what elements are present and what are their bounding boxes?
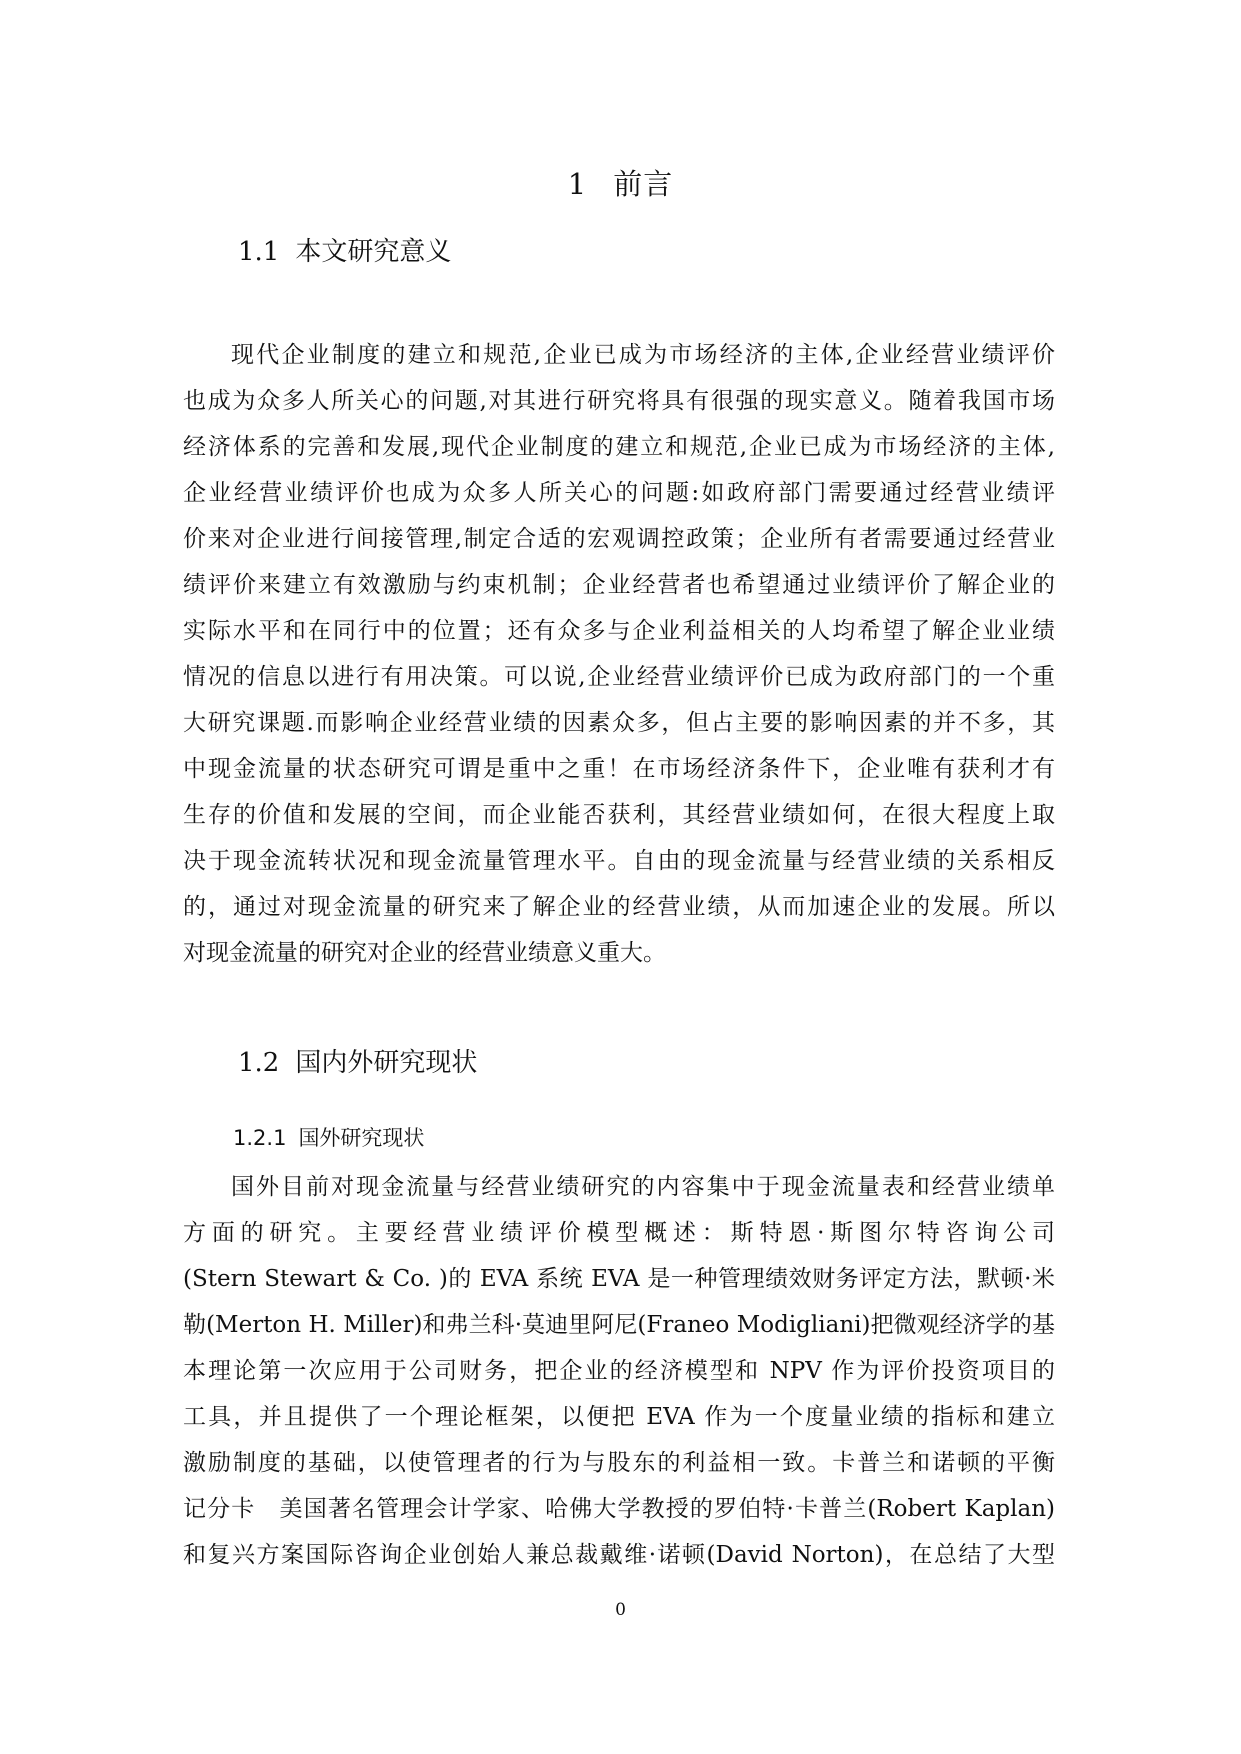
section-1-1-paragraph	[183, 332, 1055, 976]
paragraph-line: 也成为众多人所关心的问题,对其进行研究将具有很强的现实意义。随着我国市场	[183, 388, 1055, 414]
chapter-title	[0, 162, 1241, 206]
paragraph-line: 决于现金流转状况和现金流量管理水平。自由的现金流量与经营业绩的关系相反	[183, 848, 1055, 874]
paragraph-line: 绩评价来建立有效激励与约束机制；企业经营者也希望通过业绩评价了解企业的	[183, 572, 1055, 598]
paragraph-line: 现代企业制度的建立和规范,企业已成为市场经济的主体,企业经营业绩评价	[231, 342, 1055, 368]
paragraph-line: 国外目前对现金流量与经营业绩研究的内容集中于现金流量表和经营业绩单	[231, 1174, 1055, 1200]
paragraph-line: 对现金流量的研究对企业的经营业绩意义重大。	[183, 940, 666, 966]
subsection-1-2-1-paragraph	[183, 1164, 1055, 1578]
paragraph-line: 勒(Merton H. Miller)和弗兰科·莫迪里阿尼(Franeo Modigliani)把微观经济学的基	[183, 1312, 1055, 1338]
paragraph-line: 和复兴方案国际咨询企业创始人兼总裁戴维·诺顿(David Norton)，在总结了大型	[183, 1542, 1055, 1568]
paragraph-line: 的，通过对现金流量的研究来了解企业的经营业绩，从而加速企业的发展。所以	[183, 894, 1055, 920]
section-1-2-title: 国内外研究现状	[295, 1048, 478, 1078]
section-1-2-number: 1.2	[238, 1048, 280, 1078]
section-1-1-heading	[238, 232, 451, 272]
paragraph-line: 情况的信息以进行有用决策。可以说,企业经营业绩评价已成为政府部门的一个重	[183, 664, 1055, 690]
section-1-2-heading	[238, 1043, 477, 1083]
section-1-1-title: 本文研究意义	[295, 237, 452, 267]
paragraph-line: 经济体系的完善和发展,现代企业制度的建立和规范,企业已成为市场经济的主体,	[183, 434, 1055, 460]
chapter-title-text: 前言	[613, 167, 674, 201]
section-1-1-number: 1.1	[238, 237, 280, 267]
paragraph-line: 大研究课题.而影响企业经营业绩的因素众多，但占主要的影响因素的并不多，其	[183, 710, 1055, 736]
paragraph-line: 工具，并且提供了一个理论框架，以便把 EVA 作为一个度量业绩的指标和建立	[183, 1404, 1055, 1430]
paragraph-line: (Stern Stewart & Co. )的 EVA 系统 EVA 是一种管理绩效财务评定方法，默顿·米	[183, 1266, 1055, 1292]
subsection-1-2-1-title: 国外研究现状	[298, 1126, 425, 1150]
subsection-1-2-1-heading	[233, 1121, 424, 1155]
paragraph-line: 本理论第一次应用于公司财务，把企业的经济模型和 NPV 作为评价投资项目的	[183, 1358, 1055, 1384]
paragraph-line: 中现金流量的状态研究可谓是重中之重！在市场经济条件下，企业唯有获利才有	[183, 756, 1055, 782]
paragraph-line: 记分卡 美国著名管理会计学家、哈佛大学教授的罗伯特·卡普兰(Robert Kaplan)	[183, 1496, 1055, 1522]
paragraph-line: 企业经营业绩评价也成为众多人所关心的问题:如政府部门需要通过经营业绩评	[183, 480, 1055, 506]
paragraph-line: 实际水平和在同行中的位置；还有众多与企业利益相关的人均希望了解企业业绩	[183, 618, 1055, 644]
chapter-number: 1	[567, 167, 588, 201]
paragraph-line: 方面的研究。主要经营业绩评价模型概述：斯特恩·斯图尔特咨询公司	[183, 1220, 1055, 1246]
paragraph-line: 生存的价值和发展的空间，而企业能否获利，其经营业绩如何，在很大程度上取	[183, 802, 1055, 828]
subsection-1-2-1-number: 1.2.1	[233, 1126, 287, 1150]
paragraph-line: 激励制度的基础，以使管理者的行为与股东的利益相一致。卡普兰和诺顿的平衡	[183, 1450, 1055, 1476]
page-number: 0	[615, 1600, 626, 1620]
paragraph-line: 价来对企业进行间接管理,制定合适的宏观调控政策；企业所有者需要通过经营业	[183, 526, 1055, 552]
